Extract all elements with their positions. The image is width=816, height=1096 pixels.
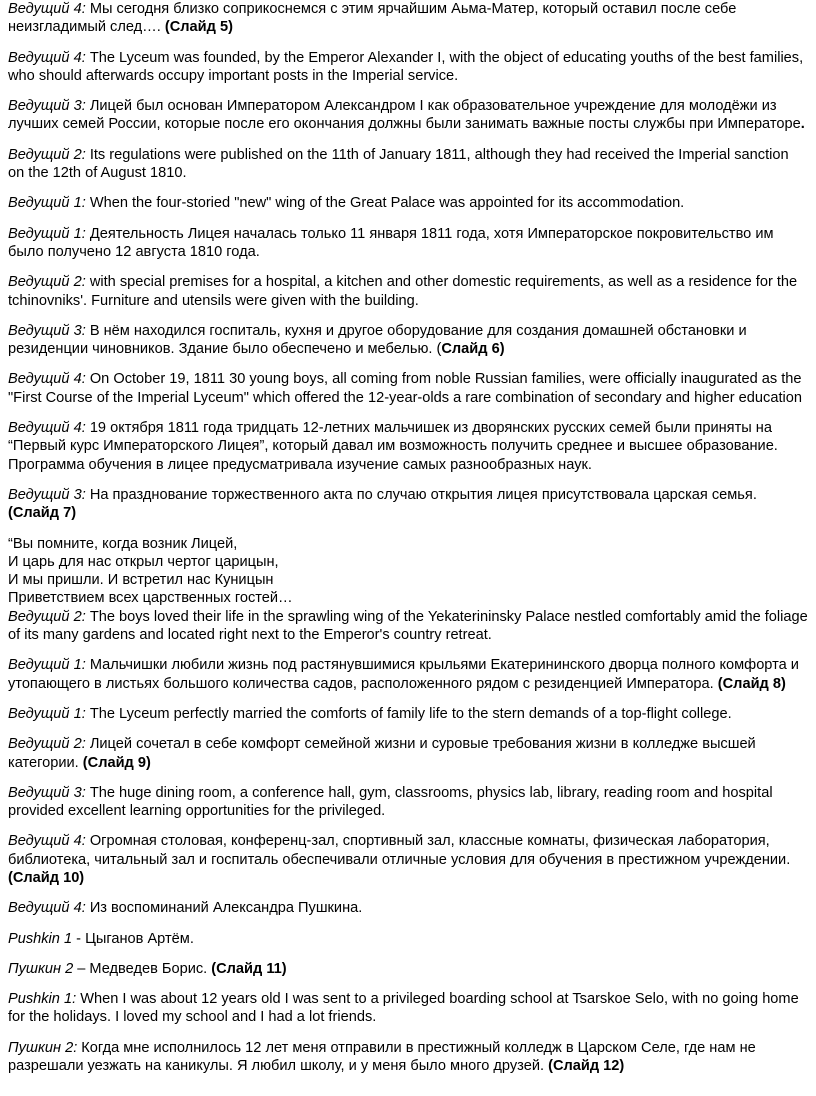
- paragraph: [8, 705, 808, 723]
- paragraph: [8, 832, 808, 887]
- paragraph-text: Its regulations were published on the 11th of January 1811, although they had received the Imperial sanction on the 12th of August 1810.: [8, 146, 789, 182]
- paragraph-text: – Медведев Борис.: [73, 960, 212, 977]
- paragraph: [8, 1039, 808, 1076]
- poem-line: “Вы помните, когда возник Лицей,: [8, 535, 238, 552]
- slide-marker: Слайд 6): [441, 341, 505, 358]
- paragraph-text: The Lyceum perfectly married the comforts of family life to the stern demands of a top-flight college.: [85, 705, 732, 722]
- speaker-label: Ведущий 3:: [8, 784, 86, 801]
- paragraph-text: Мальчишки любили жизнь под растянувшимися крыльями Екатерининского дворца полного комфорта и утопающего в листьях большого количества садов, расположенного рядом с резиденцией Императора.: [8, 657, 799, 692]
- paragraph: [8, 899, 808, 917]
- paragraph: [8, 960, 808, 978]
- speaker-label: Ведущий 2:: [8, 608, 86, 625]
- slide-marker: (Слайд 12): [548, 1058, 625, 1075]
- poem-line: И мы пришли. И встретил нас Куницын: [8, 572, 274, 589]
- paragraph-text: The huge dining room, a conference hall, gym, classrooms, physics lab, library, reading room and hospital provided excellent learning opportunities for the privileged.: [8, 784, 773, 820]
- paragraph-text: with special premises for a hospital, a kitchen and other domestic requirements, as well as a residence for the tchinovniks'. Furniture and utensils were given with the building.: [8, 274, 798, 309]
- paragraph: [8, 784, 808, 821]
- speaker-label: Ведущий 4:: [8, 1, 86, 17]
- paragraph: [8, 419, 808, 474]
- paragraph-text: Мы сегодня близко соприкоснемся с этим ярчайшим Аьма-Матер, который оставил после себе неизгладимый след….: [8, 1, 737, 36]
- paragraph-text: - Цыганов Артём.: [72, 930, 194, 947]
- paragraph: [8, 735, 808, 772]
- speaker-label: Ведущий 4:: [8, 49, 86, 66]
- paragraph-text: Лицей сочетал в себе комфорт семейной жизни и суровые требования жизни в колледже высшей категории.: [8, 736, 756, 771]
- paragraph-text: When I was about 12 years old I was sent to a privileged boarding school at Tsarskoe Selo, with no going home for the holidays. I loved my school and I had a lot friends.: [8, 991, 799, 1026]
- paragraph-text: В нём находился госпиталь, кухня и другое оборудование для создания домашней обстановки и резиденции чиновников. Здание было обеспечено и мебелью. (: [8, 322, 747, 358]
- paragraph: [8, 225, 808, 262]
- paragraph-text: Огромная столовая, конференц-зал, спортивный зал, классные комнаты, физическая лаборатория, библиотека, читальный зал и госпиталь обеспечивали отличные условия для обучения в престижном учреждении.: [8, 833, 791, 868]
- speaker-label: Пушкин 2:: [8, 1039, 78, 1056]
- paragraph: [8, 273, 808, 310]
- paragraph: [8, 49, 808, 86]
- poem-quote: [8, 535, 808, 608]
- speaker-label: Пушкин 2: [8, 960, 74, 977]
- speaker-label: Ведущий 3:: [8, 486, 86, 503]
- poem-line: И царь для нас открыл чертог царицын,: [8, 553, 279, 570]
- speaker-label: Ведущий 2:: [8, 736, 86, 753]
- paragraph: [8, 656, 808, 693]
- slide-marker: (Слайд 7): [8, 505, 77, 522]
- speaker-label: Ведущий 4:: [8, 420, 86, 437]
- speaker-label: Ведущий 4:: [8, 371, 86, 388]
- poem-line: Приветствием всех царственных гостей…: [8, 590, 293, 607]
- paragraph: [8, 194, 808, 212]
- paragraph-text: Лицей был основан Императором Александром I как образовательное учреждение для молодёжи из лучших семей России, которые после его окончания должны были занимать важные посты службы при Императоре: [8, 98, 801, 133]
- speaker-label: Ведущий 1:: [8, 657, 86, 674]
- paragraph: [8, 146, 808, 183]
- slide-marker: (Слайд 11): [211, 960, 287, 977]
- slide-marker: .: [800, 116, 805, 133]
- speaker-label: Ведущий 1:: [8, 705, 86, 722]
- paragraph: [8, 0, 808, 37]
- paragraph-text: 19 октября 1811 года тридцать 12-летних мальчишек из дворянских русских семей были приняты на “Первый курс Императорского Лицея”, который давал им возможность получить среднее и высшее образование. Программа обучения в лицее предусматривала изучение самых разнообразных наук.: [8, 420, 778, 473]
- paragraph-text: On October 19, 1811 30 young boys, all coming from noble Russian families, were officially inaugurated as the "First Course of the Imperial Lyceum" which offered the 12-year-olds a rare combination of secondary and higher education: [8, 371, 802, 406]
- paragraph-text: Из воспоминаний Александра Пушкина.: [85, 900, 363, 917]
- speaker-label: Ведущий 4:: [8, 900, 86, 917]
- paragraph: [8, 486, 808, 523]
- speaker-label: Ведущий 3:: [8, 98, 86, 115]
- speaker-label: Pushkin 1:: [8, 991, 77, 1008]
- paragraph: [8, 990, 808, 1027]
- speaker-label: Ведущий 3:: [8, 322, 86, 339]
- slide-marker: (Слайд 9): [82, 754, 151, 771]
- paragraph-text: The Lyceum was founded, by the Emperor Alexander I, with the object of educating youths of the best families, who should afterwards occupy important posts in the Imperial service.: [8, 49, 804, 84]
- paragraph-text: Когда мне исполнилось 12 лет меня отправили в престижный колледж в Царском Селе, где нам не разрешали уезжать на каникулы. Я любил школу, и у меня было много друзей.: [8, 1039, 756, 1075]
- speaker-label: Ведущий 2:: [8, 274, 86, 291]
- speaker-label: Pushkin 1: [8, 930, 73, 947]
- slide-marker: (Слайд 5): [164, 19, 233, 36]
- paragraph-text: The boys loved their life in the sprawling wing of the Yekaterininsky Palace nestled comfortably amid the foliage of its many gardens and located right next to the Emperor's country retreat.: [8, 608, 808, 644]
- paragraph: [8, 930, 808, 948]
- paragraph: [8, 322, 808, 359]
- paragraph: [8, 608, 808, 645]
- paragraph: [8, 97, 808, 134]
- paragraph: [8, 370, 808, 407]
- speaker-label: Ведущий 1:: [8, 225, 86, 242]
- slide-marker: (Слайд 10): [8, 869, 85, 886]
- speaker-label: Ведущий 4:: [8, 833, 86, 850]
- paragraph-text: When the four-storied "new" wing of the Great Palace was appointed for its accommodation.: [85, 195, 685, 212]
- paragraph-text: Деятельность Лицея началась только 11 января 1811 года, хотя Императорское покровительство им было получено 12 августа 1810 года.: [8, 225, 774, 260]
- speaker-label: Ведущий 2:: [8, 146, 86, 163]
- speaker-label: Ведущий 1:: [8, 195, 86, 212]
- slide-marker: (Слайд 8): [717, 675, 786, 692]
- paragraph-text: На празднование торжественного акта по случаю открытия лицея присутствовала царская семья.: [85, 486, 757, 503]
